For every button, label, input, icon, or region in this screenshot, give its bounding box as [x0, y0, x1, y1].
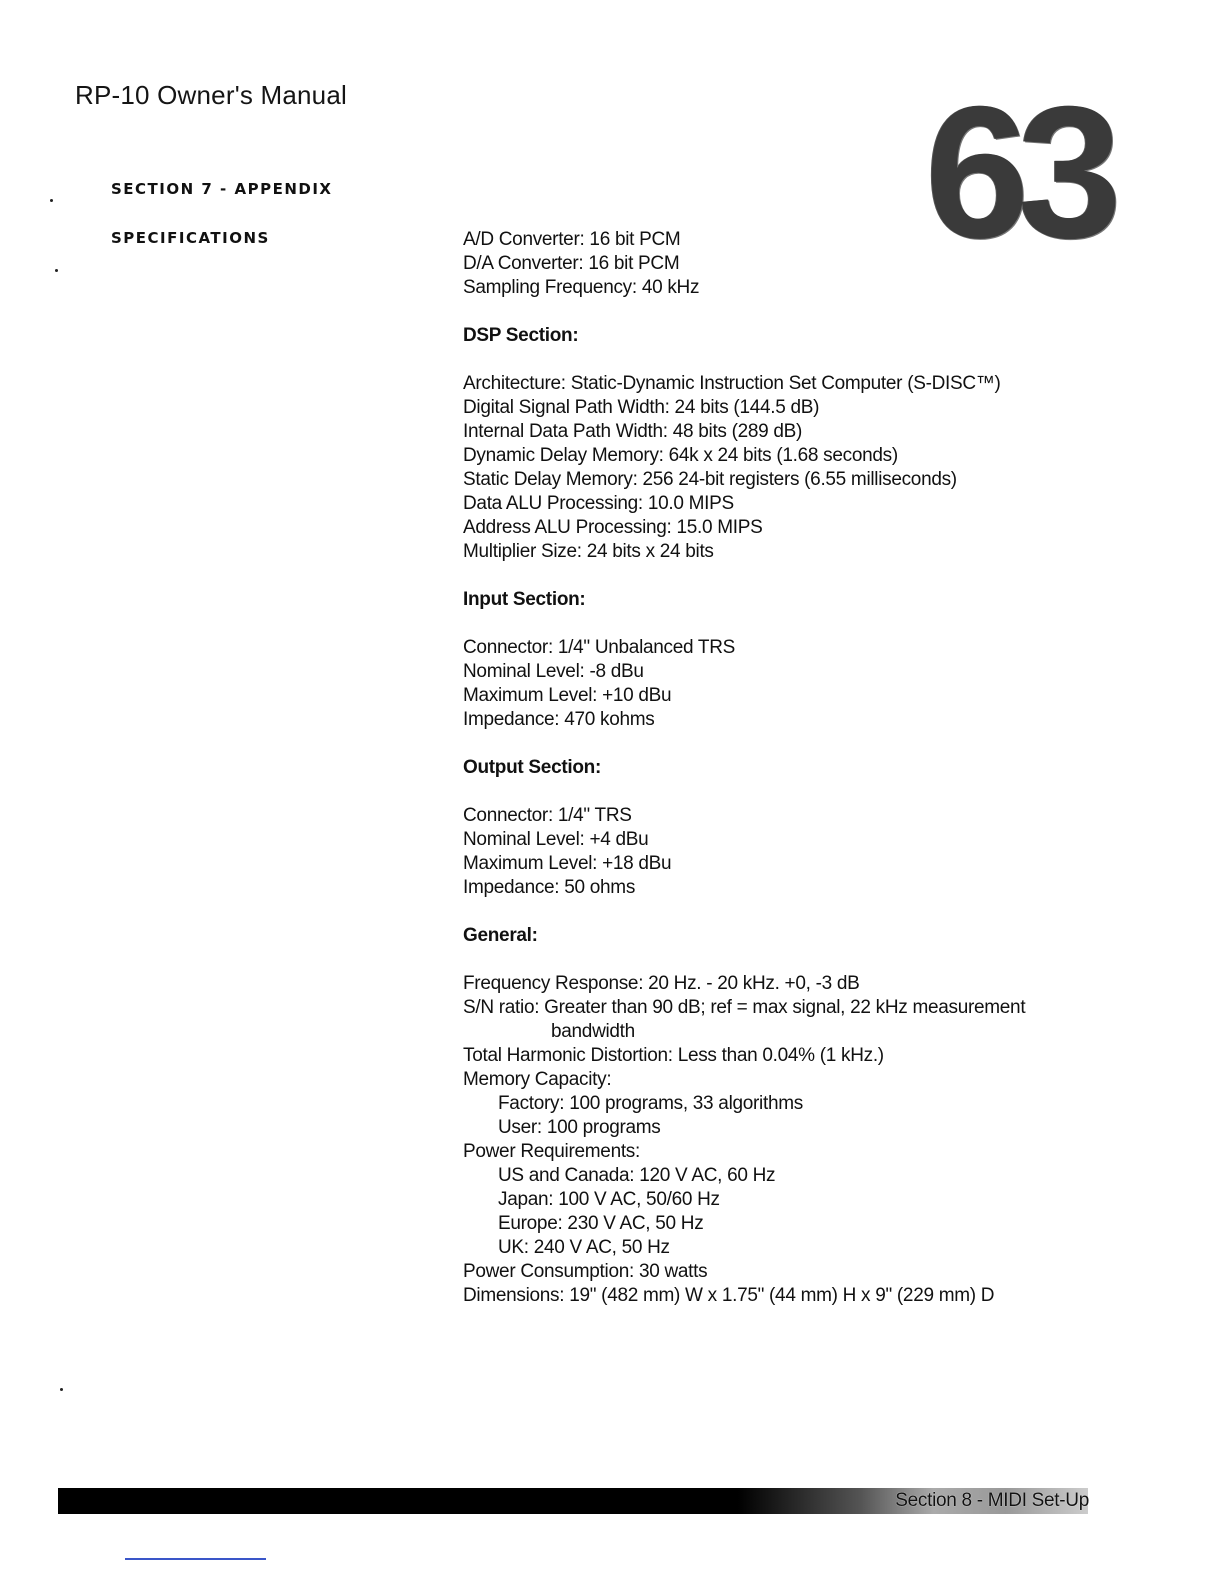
spec-line: Digital Signal Path Width: 24 bits (144.5 dB) [463, 397, 820, 418]
spec-line: Static Delay Memory: 256 24-bit registers (6.55 milliseconds) [463, 469, 957, 490]
spec-line: Connector: 1/4" TRS [463, 805, 632, 826]
scan-speck [50, 199, 53, 202]
spec-line: Power Consumption: 30 watts [463, 1261, 708, 1282]
spec-line: Japan: 100 V AC, 50/60 Hz [498, 1189, 720, 1210]
spec-line: Internal Data Path Width: 48 bits (289 dB) [463, 421, 803, 442]
spec-line: Maximum Level: +10 dBu [463, 685, 672, 706]
spec-line: bandwidth [551, 1021, 635, 1042]
section-label: SECTION 7 - APPENDIX [111, 180, 333, 198]
spec-line: Connector: 1/4" Unbalanced TRS [463, 637, 736, 658]
spec-line: Maximum Level: +18 dBu [463, 853, 672, 874]
spec-line: S/N ratio: Greater than 90 dB; ref = max signal, 22 kHz measurement [463, 997, 1026, 1018]
spec-line: Nominal Level: +4 dBu [463, 829, 649, 850]
spec-line: Factory: 100 programs, 33 algorithms [498, 1093, 803, 1114]
spec-line: Nominal Level: -8 dBu [463, 661, 644, 682]
next-section-label: Section 8 - MIDI Set-Up [895, 1490, 1089, 1511]
spec-line: Europe: 230 V AC, 50 Hz [498, 1213, 704, 1234]
page-number: 63 [925, 67, 1111, 277]
scan-speck [60, 1388, 63, 1391]
spec-line: Total Harmonic Distortion: Less than 0.04% (1 kHz.) [463, 1045, 884, 1066]
specifications-body [463, 228, 1163, 1308]
dsp-section-heading: DSP Section: [463, 325, 579, 346]
footer-rule [125, 1558, 266, 1560]
input-section-heading: Input Section: [463, 589, 586, 610]
spec-line: Multiplier Size: 24 bits x 24 bits [463, 541, 714, 562]
spec-line: Architecture: Static-Dynamic Instruction Set Computer (S-DISC™) [463, 373, 1001, 394]
spec-line: Frequency Response: 20 Hz. - 20 kHz. +0, -3 dB [463, 973, 860, 994]
general-section-heading: General: [463, 925, 538, 946]
spec-line: A/D Converter: 16 bit PCM [463, 229, 681, 250]
spec-line: Memory Capacity: [463, 1069, 612, 1090]
spec-line: Power Requirements: [463, 1141, 640, 1162]
spec-line: D/A Converter: 16 bit PCM [463, 253, 680, 274]
spec-line: US and Canada: 120 V AC, 60 Hz [498, 1165, 776, 1186]
spec-line: Address ALU Processing: 15.0 MIPS [463, 517, 763, 538]
output-section-heading: Output Section: [463, 757, 601, 778]
spec-line: UK: 240 V AC, 50 Hz [498, 1237, 670, 1258]
spec-line: Data ALU Processing: 10.0 MIPS [463, 493, 734, 514]
spec-line: User: 100 programs [498, 1117, 661, 1138]
spec-line: Dimensions: 19" (482 mm) W x 1.75" (44 mm) H x 9" (229 mm) D [463, 1285, 995, 1306]
spec-line: Impedance: 470 kohms [463, 709, 655, 730]
spec-line: Dynamic Delay Memory: 64k x 24 bits (1.68 seconds) [463, 445, 898, 466]
spec-line: Sampling Frequency: 40 kHz [463, 277, 700, 298]
specifications-label: SPECIFICATIONS [111, 229, 270, 247]
scan-speck [55, 269, 58, 272]
spec-line: Impedance: 50 ohms [463, 877, 636, 898]
manual-title: RP-10 Owner's Manual [75, 80, 347, 110]
